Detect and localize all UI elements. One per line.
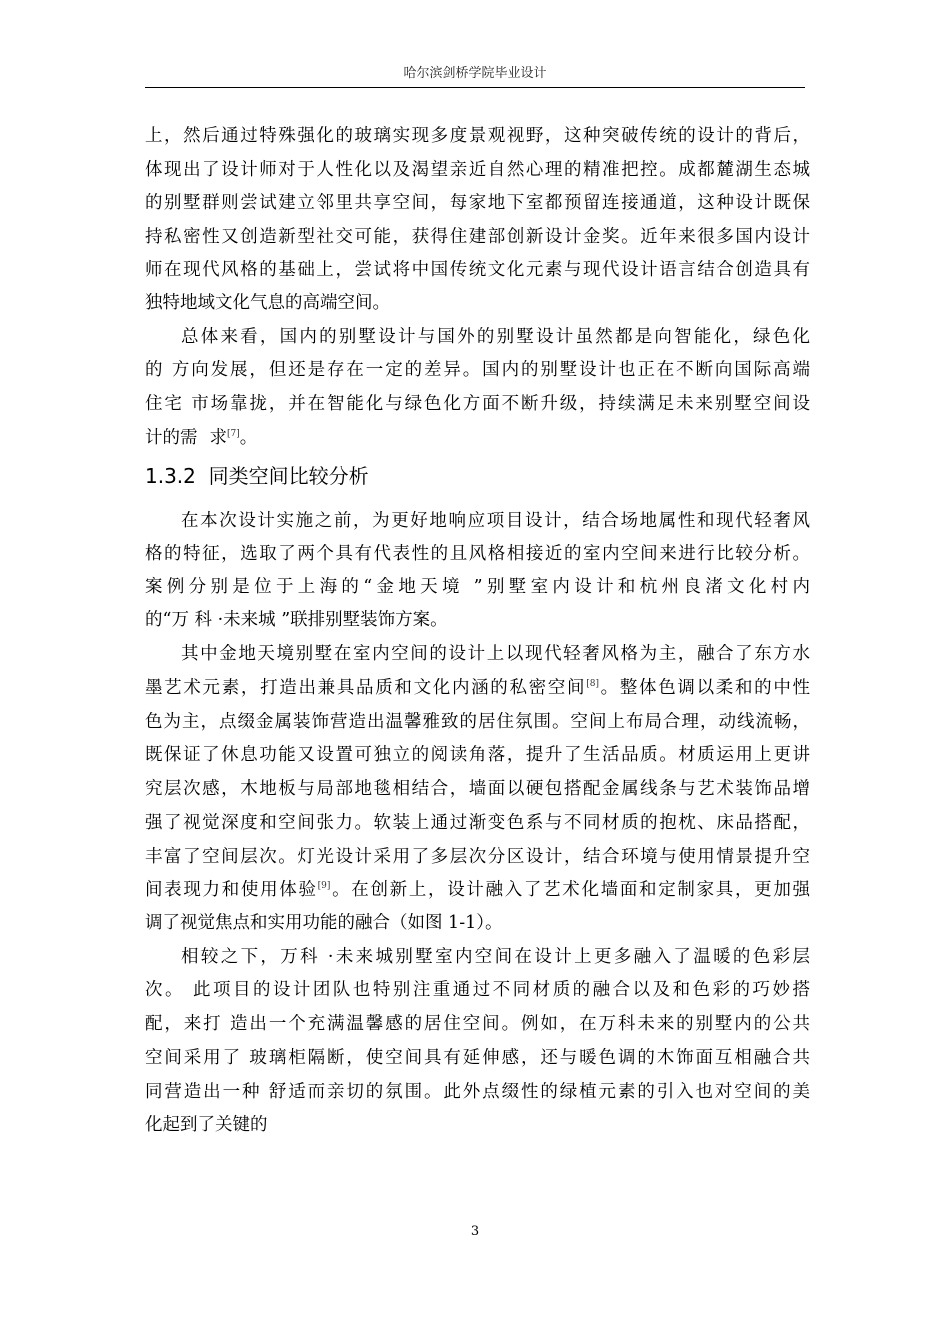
body-line: 格的特征，选取了两个具有代表性的且风格相接近的室内空间来进行比较分析。 <box>145 544 810 564</box>
body-line: 空间采用了 玻璃柜隔断，使空间具有延伸感，还与暖色调的木饰面互相融合共 <box>145 1048 810 1068</box>
body-line: 究层次感，木地板与局部地毯相结合，墙面以硬包搭配金属线条与艺术装饰品增 <box>145 779 810 799</box>
section-number: 1.3.2 <box>145 464 196 488</box>
body-line: 案例分别是位于上海的“金地天境 ”别墅室内设计和杭州良渚文化村内 <box>145 577 810 597</box>
body-line: 化起到了关键的 <box>145 1115 268 1135</box>
body-line: 体现出了设计师对于人性化以及渴望亲近自然心理的精准把控。成都麓湖生态城 <box>145 160 810 180</box>
body-line: 次。 此项目的设计团队也特别注重通过不同材质的融合以及和色彩的巧妙搭 <box>145 980 810 1000</box>
body-text: 墨艺术元素，打造出兼具品质和文化内涵的私密空间 <box>145 678 587 698</box>
body-line: 的 方向发展，但还是存在一定的差异。国内的别墅设计也正在不断向国际高端 <box>145 360 810 380</box>
body-text: 计的需 <box>145 428 198 448</box>
body-line: 独特地域文化气息的高端空间。 <box>145 293 390 313</box>
body-line: 住宅 市场靠拢，并在智能化与绿色化方面不断升级，持续满足未来别墅空间设 <box>145 394 810 414</box>
citation-ref: [8] <box>586 679 599 689</box>
body-line: 同营造出一种 舒适而亲切的氛围。此外点缀性的绿植元素的引入也对空间的美 <box>145 1082 810 1102</box>
body-text: 间表现力和使用体验 <box>145 880 318 900</box>
body-line: 的别墅群则尝试建立邻里共享空间，每家地下室都预留连接通道，这种设计既保 <box>145 193 810 213</box>
section-heading <box>145 463 369 489</box>
page-number: 3 <box>470 1224 480 1239</box>
section-title: 同类空间比较分析 <box>208 464 369 488</box>
body-text: 。整体色调以柔和的中性 <box>598 678 811 698</box>
body-line: 强了视觉深度和空间张力。软装上通过渐变色系与不同材质的抱枕、床品搭配， <box>145 813 810 833</box>
header-rule <box>145 87 805 88</box>
body-line: 的“万 科 ·未来城 ”联排别墅装饰方案。 <box>145 610 448 630</box>
body-line: 配，来打 造出一个充满温馨感的居住空间。例如，在万科未来的别墅内的公共 <box>145 1014 810 1034</box>
body-line: 持私密性又创造新型社交可能，获得住建部创新设计金奖。近年来很多国内设计 <box>145 227 810 247</box>
body-line: 色为主，点缀金属装饰营造出温馨雅致的居住氛围。空间上布局合理，动线流畅， <box>145 712 810 732</box>
body-line: 师在现代风格的基础上，尝试将中国传统文化元素与现代设计语言结合创造具有 <box>145 260 810 280</box>
body-line: 丰富了空间层次。灯光设计采用了多层次分区设计，结合环境与使用情景提升空 <box>145 847 810 867</box>
body-line: 既保证了休息功能又设置可独立的阅读角落，提升了生活品质。材质运用上更讲 <box>145 745 810 765</box>
body-line: 其中金地天境别墅在室内空间的设计上以现代轻奢风格为主，融合了东方水 <box>181 644 810 664</box>
body-line <box>145 677 810 699</box>
body-line: 总体来看，国内的别墅设计与国外的别墅设计虽然都是向智能化，绿色化 <box>181 327 810 347</box>
body-line: 调了视觉焦点和实用功能的融合（如图 1-1）。 <box>145 913 503 933</box>
body-line <box>145 427 257 449</box>
body-line: 相较之下，万科 ·未来城别墅室内空间在设计上更多融入了温暖的色彩层 <box>181 947 810 967</box>
running-header: 哈尔滨剑桥学院毕业设计 <box>403 66 547 81</box>
body-text: 求 <box>209 428 227 448</box>
body-line: 上，然后通过特殊强化的玻璃实现多度景观视野，这种突破传统的设计的背后， <box>145 126 810 146</box>
body-text: 。在创新上，设计融入了艺术化墙面和定制家具，更加强 <box>330 880 810 900</box>
body-line: 在本次设计实施之前，为更好地响应项目设计，结合场地属性和现代轻奢风 <box>181 511 810 531</box>
body-line <box>145 879 810 901</box>
citation-ref: [9] <box>317 881 331 891</box>
citation-ref: [7] <box>227 429 240 439</box>
body-text: 。 <box>239 428 258 448</box>
